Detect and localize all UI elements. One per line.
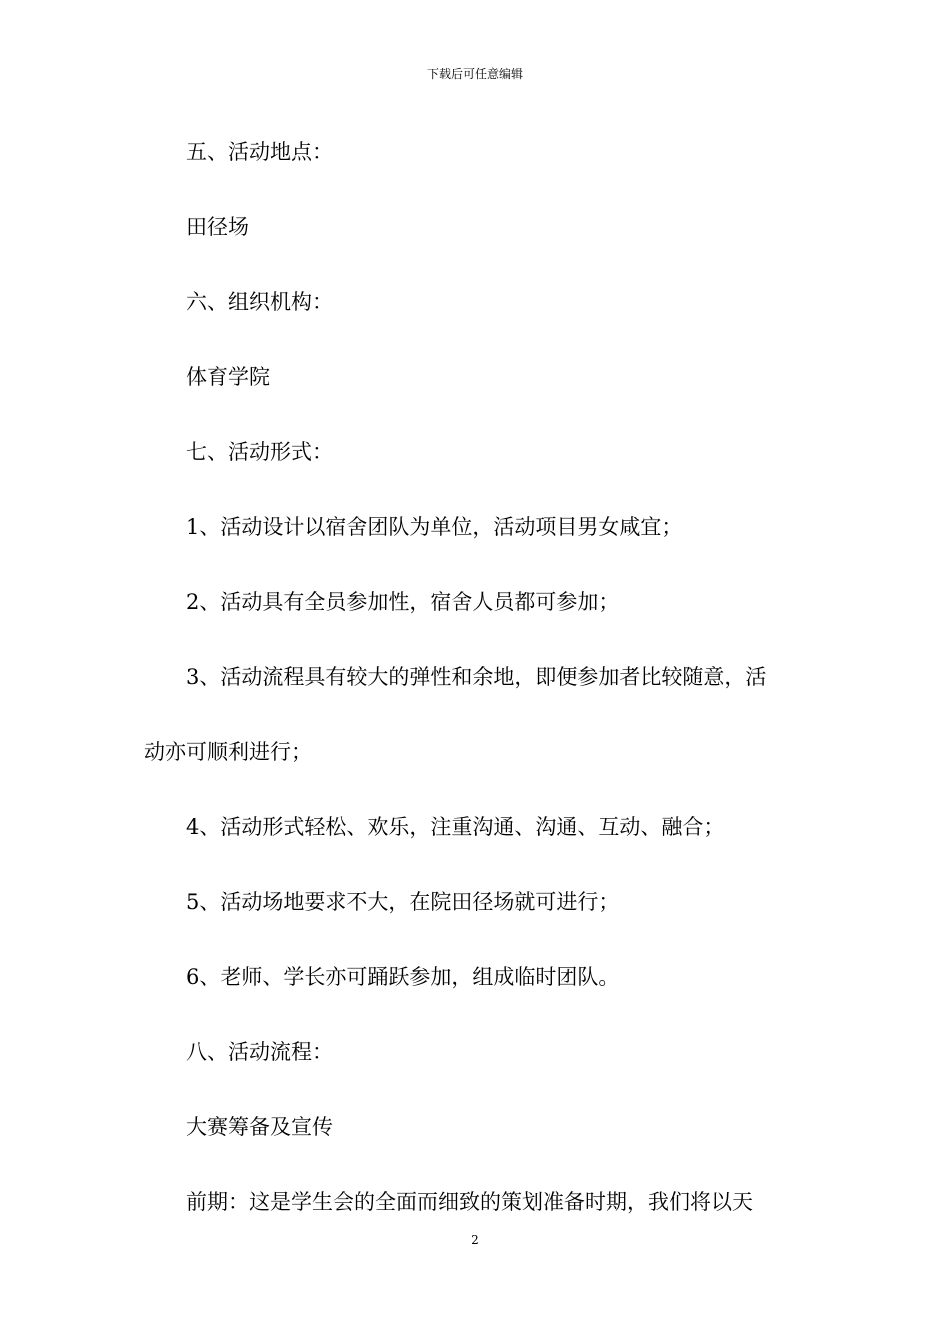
section-heading-organization: 六、组织机构： [186, 290, 333, 314]
section-heading-location: 五、活动地点： [186, 140, 333, 164]
section-heading-process: 八、活动流程： [186, 1040, 333, 1064]
organization-value: 体育学院 [186, 365, 270, 389]
process-paragraph-start: 前期：这是学生会的全面而细致的策划准备时期，我们将以天 [186, 1190, 753, 1214]
format-item-2: 2、活动具有全员参加性，宿舍人员都可参加； [186, 590, 620, 614]
format-item-6: 6、老师、学长亦可踊跃参加，组成临时团队。 [186, 965, 620, 989]
format-item-4: 4、活动形式轻松、欢乐，注重沟通、沟通、互动、融合； [186, 815, 725, 839]
format-item-1: 1、活动设计以宿舍团队为单位，活动项目男女咸宜； [186, 515, 683, 539]
location-value: 田径场 [186, 215, 249, 239]
document-body [144, 134, 810, 1222]
page-header: 下载后可任意编辑 [426, 67, 523, 81]
format-item-3-line-1: 3、活动流程具有较大的弹性和余地，即便参加者比较随意，活 [186, 665, 767, 689]
page-number: 2 [471, 1233, 479, 1247]
section-heading-format: 七、活动形式： [186, 440, 333, 464]
process-subheading: 大赛筹备及宣传 [186, 1115, 333, 1139]
format-item-5: 5、活动场地要求不大，在院田径场就可进行； [186, 890, 620, 914]
format-item-3-line-2: 动亦可顺利进行； [144, 740, 312, 764]
